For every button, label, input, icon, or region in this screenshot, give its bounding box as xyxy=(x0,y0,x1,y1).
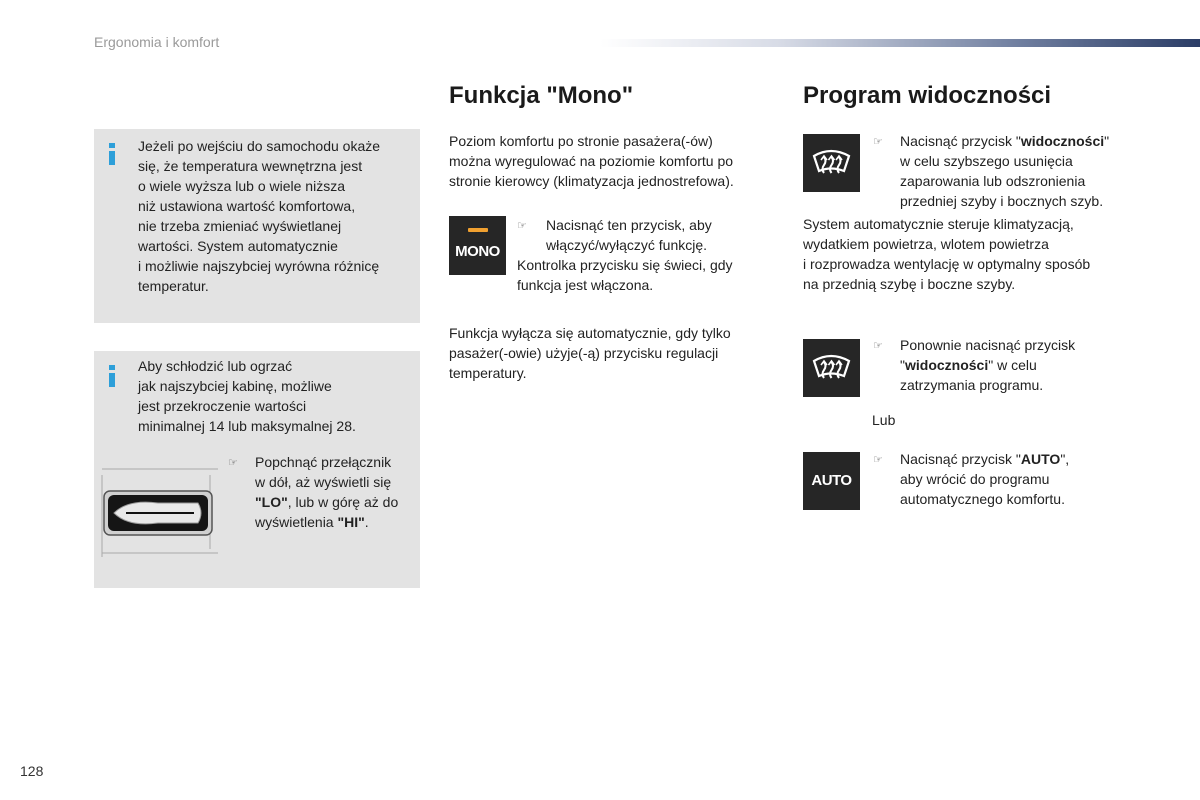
text-fragment: " xyxy=(900,357,905,373)
section-title: Ergonomia i komfort xyxy=(94,34,220,50)
text-line: Aby schłodzić lub ogrzać xyxy=(138,358,293,374)
text-line: jak najszybciej kabinę, możliwe xyxy=(138,378,332,394)
text-fragment: " xyxy=(1104,133,1110,149)
info-icon xyxy=(109,365,115,387)
or-text: Lub xyxy=(872,412,896,428)
mono-button-label: MONO xyxy=(455,243,500,260)
text-line: zatrzymania programu. xyxy=(900,377,1044,393)
mono-auto-off xyxy=(449,323,779,383)
text-line: minimalnej 14 lub maksymalnej 28. xyxy=(138,418,356,434)
text-line: automatycznego komfortu. xyxy=(900,491,1065,507)
text-line: aby wrócić do programu xyxy=(900,471,1050,487)
text-line: jest przekroczenie wartości xyxy=(138,398,307,414)
text-fragment: wyświetlenia xyxy=(255,514,338,530)
text-line: wartości. System automatycznie xyxy=(138,238,338,254)
lo-label: "LO" xyxy=(255,494,288,510)
auto-button[interactable] xyxy=(803,452,860,510)
text-fragment: " w celu xyxy=(988,357,1037,373)
text-line: niż ustawiona wartość komfortowa, xyxy=(138,198,356,214)
auto-button-label: AUTO xyxy=(811,472,852,489)
text-line: pasażer(-owie) użyje(-ą) przycisku regulacji xyxy=(449,345,719,361)
page-number: 128 xyxy=(20,763,44,779)
text-line: zaparowania lub odszronienia xyxy=(900,173,1086,189)
text-line: na przednią szybę i boczne szyby. xyxy=(803,276,1016,292)
text-line: nie trzeba zmieniać wyświetlanej xyxy=(138,218,342,234)
info-text xyxy=(138,356,418,436)
pointing-hand-icon: ☞ xyxy=(873,454,883,466)
text-line: o wiele wyższa lub o wiele niższa xyxy=(138,178,345,194)
visibility-step2 xyxy=(900,335,1160,395)
pointing-hand-icon: ☞ xyxy=(873,136,883,148)
text-line: włączyć/wyłączyć funkcję. xyxy=(546,237,708,253)
text-line: przedniej szyby i bocznych szyb. xyxy=(900,193,1104,209)
text-fragment: Nacisnąć przycisk " xyxy=(900,133,1021,149)
text-line: i rozprowadza wentylację w optymalny sposób xyxy=(803,256,1091,272)
text-line: stronie kierowcy (klimatyzacja jednostrefowa). xyxy=(449,173,734,189)
visibility-keyword: widoczności xyxy=(904,357,989,373)
visibility-step3 xyxy=(900,449,1160,509)
info-box-temperature xyxy=(94,129,420,323)
step-switch xyxy=(255,452,420,532)
text-line xyxy=(900,131,1160,151)
text-line: temperatury. xyxy=(449,365,527,381)
text-line: Poziom komfortu po stronie pasażera(-ów) xyxy=(449,133,713,149)
pointing-hand-icon: ☞ xyxy=(873,340,883,352)
text-fragment: . xyxy=(364,514,369,530)
windscreen-defrost-icon xyxy=(803,339,860,397)
text-line: Jeżeli po wejściu do samochodu okaże xyxy=(138,138,381,154)
visibility-system-text xyxy=(803,214,1183,294)
hi-label: "HI" xyxy=(337,514,365,530)
visibility-button-stop[interactable] xyxy=(803,339,860,397)
text-line: funkcja jest włączona. xyxy=(517,277,654,293)
temperature-switch-illustration xyxy=(98,461,218,561)
text-line: się, że temperatura wewnętrzna jest xyxy=(138,158,363,174)
text-fragment: Nacisnąć przycisk " xyxy=(900,451,1021,467)
text-line: temperatur. xyxy=(138,278,209,294)
text-line: i możliwie najszybciej wyrówna różnicę xyxy=(138,258,380,274)
pointing-hand-icon: ☞ xyxy=(228,457,238,469)
info-text xyxy=(138,136,418,296)
mono-button[interactable] xyxy=(449,216,506,275)
windscreen-defrost-icon xyxy=(803,134,860,192)
text-fragment: ", xyxy=(1060,451,1070,467)
visibility-step1 xyxy=(900,131,1160,211)
text-line xyxy=(900,449,1160,469)
text-line: Ponownie nacisnąć przycisk xyxy=(900,337,1076,353)
text-line: System automatycznie steruje klimatyzacją, xyxy=(803,216,1074,232)
text-line: Funkcja wyłącza się automatycznie, gdy tylko xyxy=(449,325,731,341)
info-box-limits xyxy=(94,351,420,588)
visibility-button[interactable] xyxy=(803,134,860,192)
visibility-keyword: widoczności xyxy=(1020,133,1105,149)
text-line: Popchnąć przełącznik xyxy=(255,454,392,470)
mono-heading: Funkcja "Mono" xyxy=(449,82,634,109)
text-line xyxy=(255,492,420,512)
info-icon xyxy=(109,143,115,165)
text-line: można wyregulować na poziomie komfortu po xyxy=(449,153,734,169)
text-line: w dół, aż wyświetli się xyxy=(255,474,392,490)
text-line xyxy=(900,355,1160,375)
text-line: wydatkiem powietrza, wlotem powietrza xyxy=(803,236,1049,252)
mono-indicator-light xyxy=(468,228,488,232)
mono-step xyxy=(517,215,777,295)
text-line: Nacisnąć ten przycisk, aby xyxy=(546,217,712,233)
mono-intro xyxy=(449,131,779,191)
text-fragment: , lub w górę aż do xyxy=(287,494,399,510)
text-line xyxy=(255,512,420,532)
header-gradient-bar xyxy=(600,39,1200,47)
text-line: Kontrolka przycisku się świeci, gdy xyxy=(517,257,733,273)
visibility-heading: Program widoczności xyxy=(803,82,1052,109)
pointing-hand-icon: ☞ xyxy=(517,220,527,232)
auto-keyword: AUTO xyxy=(1020,451,1061,467)
text-line: w celu szybszego usunięcia xyxy=(900,153,1073,169)
